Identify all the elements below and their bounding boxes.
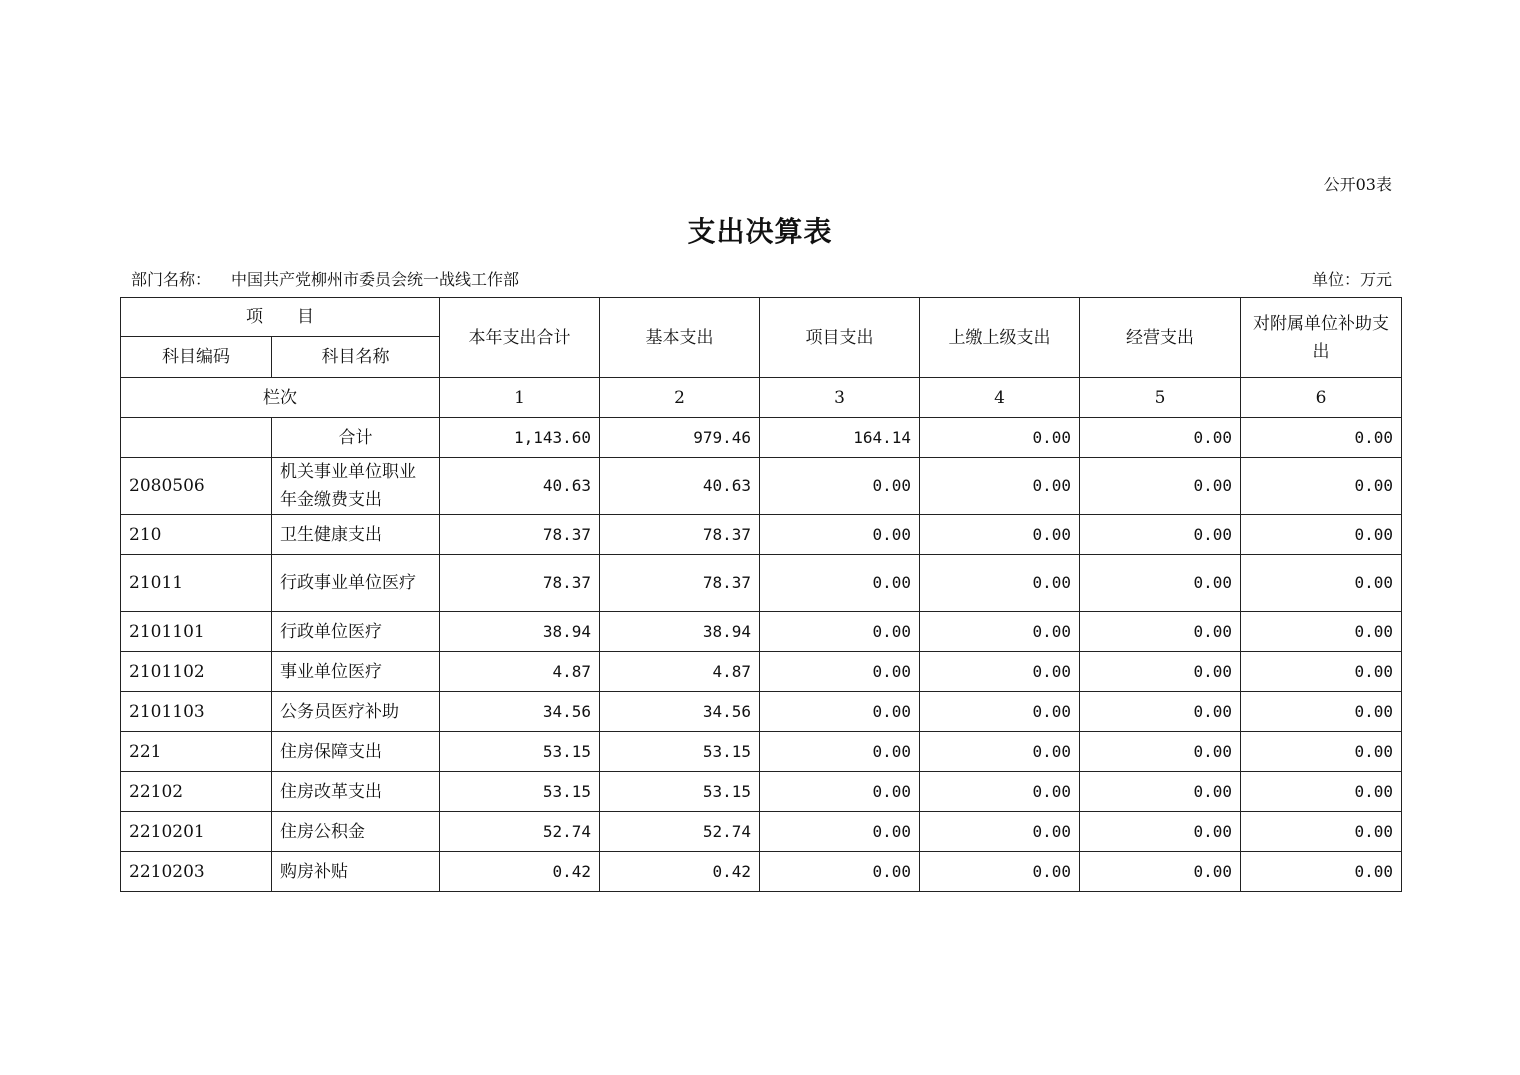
col-number-2: 2	[600, 378, 760, 418]
row-code: 2210203	[121, 852, 272, 892]
header-code: 科目编码	[121, 337, 272, 378]
total-value: 0.00	[1241, 418, 1402, 458]
header-col-3: 项目支出	[760, 298, 920, 378]
row-value: 78.37	[600, 555, 760, 612]
row-value: 0.00	[760, 555, 920, 612]
total-value: 1,143.60	[440, 418, 600, 458]
row-value: 0.00	[1080, 555, 1241, 612]
row-value: 0.00	[1241, 772, 1402, 812]
total-row	[121, 418, 1402, 458]
header-col-1: 本年支出合计	[440, 298, 600, 378]
row-value: 0.00	[1080, 692, 1241, 732]
row-value: 0.00	[1241, 515, 1402, 555]
row-name: 购房补贴	[272, 852, 440, 892]
row-value: 0.00	[760, 732, 920, 772]
row-value: 0.00	[1241, 732, 1402, 772]
table-row	[121, 772, 1402, 812]
row-value: 0.00	[920, 458, 1080, 515]
row-name: 行政事业单位医疗	[272, 555, 440, 612]
row-name: 住房改革支出	[272, 772, 440, 812]
total-label: 合计	[272, 418, 440, 458]
row-value: 34.56	[440, 692, 600, 732]
row-code: 210	[121, 515, 272, 555]
row-value: 4.87	[600, 652, 760, 692]
department-line	[131, 267, 519, 290]
row-value: 0.00	[920, 515, 1080, 555]
total-value: 164.14	[760, 418, 920, 458]
header-row-label: 栏次	[121, 378, 440, 418]
row-code: 2210201	[121, 812, 272, 852]
row-value: 40.63	[600, 458, 760, 515]
row-code: 21011	[121, 555, 272, 612]
header-name: 科目名称	[272, 337, 440, 378]
row-value: 53.15	[440, 732, 600, 772]
row-name: 卫生健康支出	[272, 515, 440, 555]
row-name: 机关事业单位职业年金缴费支出	[272, 458, 440, 515]
header-col-4: 上缴上级支出	[920, 298, 1080, 378]
total-value: 979.46	[600, 418, 760, 458]
row-value: 0.00	[920, 612, 1080, 652]
row-code: 22102	[121, 772, 272, 812]
row-value: 0.00	[1241, 555, 1402, 612]
row-value: 0.00	[1080, 612, 1241, 652]
row-name: 住房公积金	[272, 812, 440, 852]
row-value: 0.00	[1241, 612, 1402, 652]
header-col-2: 基本支出	[600, 298, 760, 378]
row-value: 0.00	[920, 852, 1080, 892]
col-number-6: 6	[1241, 378, 1402, 418]
row-value: 38.94	[440, 612, 600, 652]
table-row	[121, 812, 1402, 852]
unit-label: 单位：万元	[1311, 270, 1392, 289]
col-number-3: 3	[760, 378, 920, 418]
table-row	[121, 612, 1402, 652]
col-number-4: 4	[920, 378, 1080, 418]
row-value: 0.00	[920, 772, 1080, 812]
row-name: 事业单位医疗	[272, 652, 440, 692]
row-value: 0.00	[1241, 652, 1402, 692]
header-col-5: 经营支出	[1080, 298, 1241, 378]
row-value: 0.00	[1080, 652, 1241, 692]
table-row	[121, 515, 1402, 555]
row-value: 0.00	[920, 692, 1080, 732]
row-value: 0.00	[1080, 852, 1241, 892]
header-item: 项 目	[121, 298, 440, 337]
table-row	[121, 458, 1402, 515]
row-name: 行政单位医疗	[272, 612, 440, 652]
table-row	[121, 652, 1402, 692]
form-code: 公开03表	[1323, 175, 1392, 194]
table-row	[121, 555, 1402, 612]
row-value: 53.15	[600, 732, 760, 772]
row-code: 2080506	[121, 458, 272, 515]
row-value: 0.00	[1241, 812, 1402, 852]
row-value: 0.00	[760, 692, 920, 732]
row-value: 53.15	[600, 772, 760, 812]
row-code: 2101101	[121, 612, 272, 652]
page-title: 支出决算表	[687, 215, 833, 248]
row-value: 0.42	[600, 852, 760, 892]
row-value: 0.00	[760, 612, 920, 652]
row-value: 34.56	[600, 692, 760, 732]
row-value: 52.74	[600, 812, 760, 852]
row-name: 住房保障支出	[272, 732, 440, 772]
col-number-5: 5	[1080, 378, 1241, 418]
row-value: 78.37	[440, 555, 600, 612]
total-value: 0.00	[1080, 418, 1241, 458]
row-value: 0.00	[1241, 692, 1402, 732]
col-number-1: 1	[440, 378, 600, 418]
row-value: 0.00	[1241, 852, 1402, 892]
row-code: 2101102	[121, 652, 272, 692]
row-value: 0.00	[920, 812, 1080, 852]
row-value: 0.00	[760, 652, 920, 692]
row-value: 0.00	[1080, 772, 1241, 812]
row-value: 4.87	[440, 652, 600, 692]
row-value: 0.00	[760, 812, 920, 852]
row-code: 221	[121, 732, 272, 772]
row-value: 0.00	[1080, 812, 1241, 852]
row-value: 0.00	[1080, 732, 1241, 772]
row-code: 2101103	[121, 692, 272, 732]
row-value: 0.00	[920, 732, 1080, 772]
row-value: 78.37	[440, 515, 600, 555]
row-value: 78.37	[600, 515, 760, 555]
department-name: 中国共产党柳州市委员会统一战线工作部	[231, 270, 520, 289]
table-row	[121, 692, 1402, 732]
row-value: 53.15	[440, 772, 600, 812]
table-row	[121, 852, 1402, 892]
row-value: 0.00	[920, 555, 1080, 612]
table-row	[121, 732, 1402, 772]
row-value: 38.94	[600, 612, 760, 652]
row-value: 0.00	[1241, 458, 1402, 515]
row-value: 52.74	[440, 812, 600, 852]
total-code	[121, 418, 272, 458]
row-name: 公务员医疗补助	[272, 692, 440, 732]
header-col-6: 对附属单位补助支出	[1241, 298, 1402, 378]
row-value: 0.00	[1080, 458, 1241, 515]
expenditure-table	[120, 297, 1402, 892]
row-value: 0.00	[1080, 515, 1241, 555]
row-value: 0.00	[760, 515, 920, 555]
row-value: 0.00	[760, 852, 920, 892]
row-value: 0.42	[440, 852, 600, 892]
row-value: 40.63	[440, 458, 600, 515]
row-value: 0.00	[760, 772, 920, 812]
row-value: 0.00	[920, 652, 1080, 692]
department-label: 部门名称：	[131, 270, 212, 289]
row-value: 0.00	[760, 458, 920, 515]
total-value: 0.00	[920, 418, 1080, 458]
